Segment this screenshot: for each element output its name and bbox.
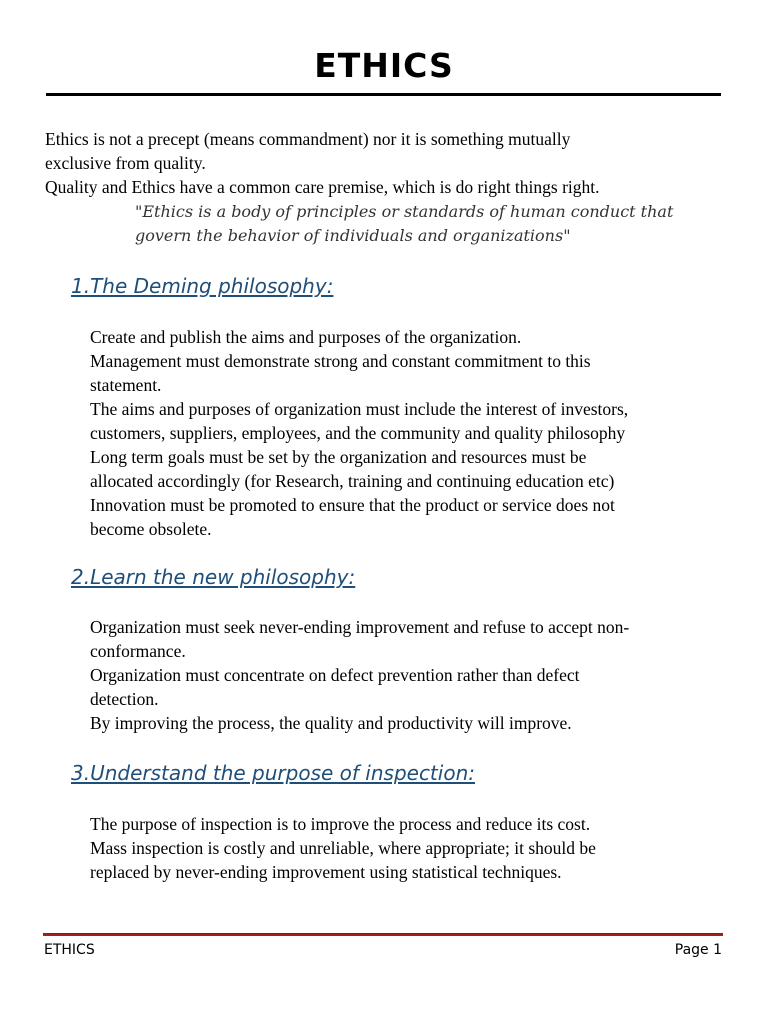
footer-title: ETHICS (44, 942, 95, 958)
section-body-inspection (90, 812, 730, 884)
body-line: Mass inspection is costly and unreliable, where appropriate; it should be (90, 838, 596, 858)
body-line: Create and publish the aims and purposes of the organization. (90, 327, 522, 347)
body-line: The purpose of inspection is to improve the process and reduce its cost. (90, 814, 591, 834)
body-line: Long term goals must be set by the organization and resources must be (90, 447, 587, 467)
intro-line: Ethics is not a precept (means commandment) nor it is something mutually (45, 129, 571, 149)
body-line: conformance. (90, 641, 186, 661)
body-line: replaced by never-ending improvement using statistical techniques. (90, 862, 562, 882)
body-line: detection. (90, 689, 159, 709)
section-heading-deming: 1.The Deming philosophy: (71, 274, 334, 298)
body-line: customers, suppliers, employees, and the community and quality philosophy (90, 423, 626, 443)
body-line: Innovation must be promoted to ensure that the product or service does not (90, 495, 615, 515)
body-line: Organization must concentrate on defect prevention rather than defect (90, 665, 580, 685)
quote-line: govern the behavior of individuals and organizations" (135, 226, 571, 245)
intro-line: Quality and Ethics have a common care premise, which is do right things right. (45, 177, 600, 197)
section-heading-inspection: 3.Understand the purpose of inspection: (71, 761, 475, 785)
body-line: Organization must seek never-ending improvement and refuse to accept non- (90, 617, 630, 637)
section-heading-new-philosophy: 2.Learn the new philosophy: (71, 565, 356, 589)
body-line: become obsolete. (90, 519, 212, 539)
page-title: ETHICS (314, 46, 454, 85)
title-divider (46, 93, 721, 96)
section-body-new-philosophy (90, 615, 730, 735)
body-line: Management must demonstrate strong and constant commitment to this (90, 351, 591, 371)
intro-paragraph (45, 127, 725, 199)
body-line: By improving the process, the quality and productivity will improve. (90, 713, 572, 733)
footer-divider (43, 933, 723, 936)
ethics-definition-quote (135, 200, 725, 248)
body-line: allocated accordingly (for Research, training and continuing education etc) (90, 471, 615, 491)
page-number: Page 1 (674, 942, 722, 958)
body-line: statement. (90, 375, 162, 395)
intro-line: exclusive from quality. (45, 153, 206, 173)
body-line: The aims and purposes of organization must include the interest of investors, (90, 399, 629, 419)
section-body-deming (90, 325, 730, 541)
quote-line: "Ethics is a body of principles or standards of human conduct that (135, 202, 674, 221)
